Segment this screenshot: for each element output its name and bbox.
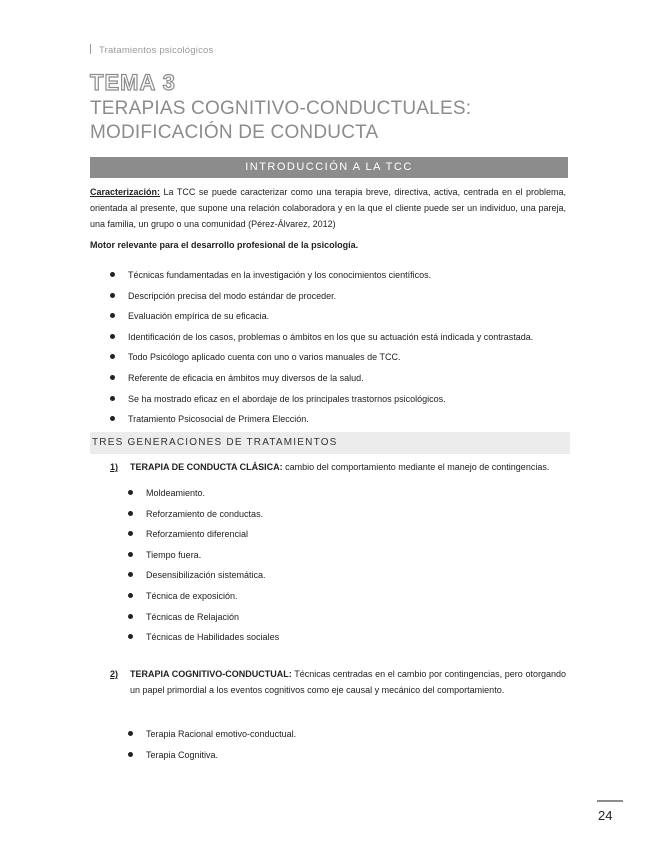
item-number: 1) — [110, 462, 119, 472]
list-item: Reforzamiento diferencial — [128, 528, 279, 540]
list-item: Identificación de los casos, problemas o ámbitos en los que su actuación está indicada y contrastada. — [110, 331, 533, 343]
list-item: Terapia Cognitiva. — [128, 749, 296, 761]
characterization-label: Caracterización: — [90, 187, 161, 197]
item-body — [130, 666, 566, 698]
list-item: Técnicas de Relajación — [128, 611, 279, 623]
list-item: Evaluación empírica de su eficacia. — [110, 310, 533, 322]
chapter-title: TERAPIAS COGNITIVO-CONDUCTUALES: MODIFICACIÓN DE CONDUCTA — [90, 98, 472, 143]
item-text: Técnicas centradas en el cambio por contingencias, pero otorgando un papel primordial a los eventos cognitivos como eje causal y mecánico del comportamiento. — [130, 669, 566, 695]
item-text: cambio del comportamiento mediante el manejo de contingencias. — [282, 462, 550, 472]
list-item: Reforzamiento de conductas. — [128, 508, 279, 520]
characterization-text: La TCC se puede caracterizar como una terapia breve, directiva, activa, centrada en el problema, orientada al presente, que supone una relación colaboradora y en la que el cliente puede ser un individuo, una pareja, una familia, un grupo o una comunidad (Pérez-Álvarez, 2012) — [90, 187, 566, 229]
header-divider — [90, 44, 91, 54]
list-item: Tratamiento Psicosocial de Primera Elección. — [110, 413, 533, 425]
intro-section-heading: INTRODUCCIÓN A LA TCC — [90, 157, 568, 178]
cognitive-therapy-list — [128, 728, 296, 769]
motor-heading: Motor relevante para el desarrollo profesional de la psicología. — [90, 240, 359, 250]
item-label: TERAPIA COGNITIVO-CONDUCTUAL: — [130, 669, 292, 679]
item-number: 2) — [110, 669, 119, 679]
list-item: Desensibilización sistemática. — [128, 569, 279, 581]
list-item: Técnicas fundamentadas en la investigación y los conocimientos científicos. — [110, 269, 533, 281]
running-title: Tratamientos psicológicos — [99, 45, 214, 56]
item-label: TERAPIA DE CONDUCTA CLÁSICA: — [130, 462, 283, 472]
list-item: Referente de eficacia en ámbitos muy diversos de la salud. — [110, 372, 533, 384]
list-item: Se ha mostrado eficaz en el abordaje de los principales trastornos psicológicos. — [110, 393, 533, 405]
classic-therapy-techniques-list — [128, 487, 279, 652]
item-body — [130, 459, 566, 475]
page-number-rule — [597, 800, 623, 802]
running-header — [90, 44, 213, 56]
list-item: Terapia Racional emotivo-conductual. — [128, 728, 296, 740]
page-number: 24 — [598, 808, 613, 823]
chapter-label: TEMA 3 — [90, 70, 176, 95]
generations-section-heading: TRES GENERACIONES DE TRATAMIENTOS — [90, 432, 570, 454]
characterization-paragraph — [90, 184, 566, 232]
list-item: Moldeamiento. — [128, 487, 279, 499]
list-item: Técnica de exposición. — [128, 590, 279, 602]
list-item: Tiempo fuera. — [128, 549, 279, 561]
intro-bullet-list — [110, 269, 533, 434]
list-item: Técnicas de Habilidades sociales — [128, 631, 279, 643]
list-item: Todo Psicólogo aplicado cuenta con uno o varios manuales de TCC. — [110, 351, 533, 363]
list-item: Descripción precisa del modo estándar de proceder. — [110, 290, 533, 302]
